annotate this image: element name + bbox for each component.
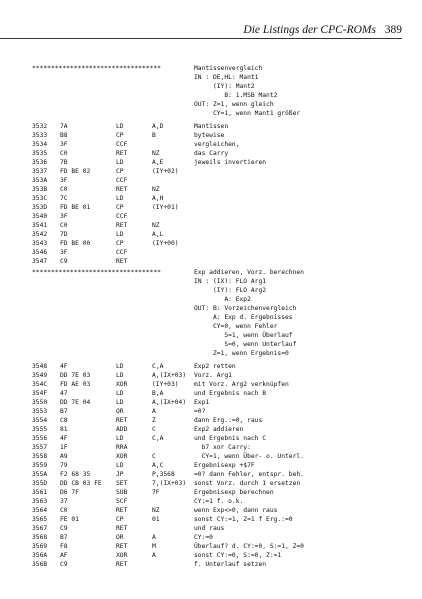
- code-comment: CY:=0: [194, 534, 213, 541]
- routine-header-line: [32, 73, 412, 82]
- operand: NZ: [152, 507, 160, 514]
- opcode-bytes: 4F: [60, 363, 68, 370]
- routine-description: CY=1, wenn Mant1 größer: [194, 110, 301, 117]
- asterisk-separator: **********************************: [32, 65, 161, 72]
- operand: A,H: [152, 195, 164, 202]
- code-line: [32, 185, 412, 194]
- mnemonic: LD: [116, 399, 124, 406]
- listing-section: [32, 268, 412, 569]
- routine-description: (IY): Mant2: [194, 83, 255, 90]
- address: 3549: [32, 372, 48, 379]
- address: 3556: [32, 435, 48, 442]
- code-line: [32, 407, 412, 416]
- mnemonic: RET: [116, 507, 128, 514]
- routine-description: IN : DE,HL: Mant1: [194, 74, 259, 81]
- operand: A: [152, 408, 156, 415]
- operand: C,A: [152, 363, 164, 370]
- mnemonic: SCF: [116, 498, 128, 505]
- opcode-bytes: B7: [60, 408, 68, 415]
- address: 3563: [32, 498, 48, 505]
- operand: A: [152, 552, 156, 559]
- page-number: 389: [384, 24, 402, 36]
- operand: A,C: [152, 462, 164, 469]
- code-comment: Überlauf? d. CY:=0, S:=1, Z=0: [194, 543, 304, 550]
- code-line: [32, 506, 412, 515]
- address: 354C: [32, 381, 48, 388]
- opcode-bytes: C9: [60, 258, 68, 265]
- mnemonic: OR: [116, 534, 124, 541]
- routine-header-line: [32, 91, 412, 100]
- mnemonic: CP: [116, 132, 124, 139]
- code-comment: sonst CY:=1, Z=1 f Erg.:=0: [194, 516, 293, 523]
- mnemonic: CCF: [116, 177, 128, 184]
- address: 3535: [32, 150, 48, 157]
- operand: A,(IX+04): [152, 399, 187, 406]
- code-line: [32, 239, 412, 248]
- opcode-bytes: 79: [60, 462, 68, 469]
- code-line: [32, 194, 412, 203]
- operand: C: [152, 426, 156, 433]
- opcode-bytes: 37: [60, 498, 68, 505]
- routine-header-line: [32, 322, 412, 331]
- opcode-bytes: 7A: [60, 123, 68, 130]
- routine-description: B: 1.MSB Mant2: [194, 92, 278, 99]
- opcode-bytes: D6 7F: [60, 489, 79, 496]
- operand: B: [152, 132, 156, 139]
- opcode-bytes: C9: [60, 561, 68, 568]
- opcode-bytes: 7D: [60, 231, 68, 238]
- routine-header-line: [32, 100, 412, 109]
- opcode-bytes: 3F: [60, 213, 68, 220]
- mnemonic: RET: [116, 258, 128, 265]
- address: 3542: [32, 231, 48, 238]
- address: 3546: [32, 249, 48, 256]
- mnemonic: LD: [116, 123, 124, 130]
- opcode-bytes: FD AE 03: [60, 381, 91, 388]
- operand: (IY+00): [152, 240, 179, 247]
- operand: P,3568: [152, 471, 175, 478]
- code-comment: CY:=1 f. o.k.: [194, 498, 244, 505]
- operand: (IY+01): [152, 204, 179, 211]
- routine-header-line: [32, 295, 412, 304]
- code-line: [32, 533, 412, 542]
- mnemonic: LD: [116, 462, 124, 469]
- mnemonic: LD: [116, 435, 124, 442]
- code-line: [32, 479, 412, 488]
- address: 3548: [32, 363, 48, 370]
- operand: (IY+02): [152, 168, 179, 175]
- running-title: Die Listings der CPC-ROMs: [243, 24, 376, 36]
- code-comment: und raus: [194, 525, 225, 532]
- operand: NZ: [152, 150, 160, 157]
- mnemonic: RET: [116, 222, 128, 229]
- mnemonic: RET: [116, 417, 128, 424]
- address: 353C: [32, 195, 48, 202]
- code-line: [32, 560, 412, 569]
- mnemonic: RET: [116, 561, 128, 568]
- address: 3532: [32, 123, 48, 130]
- address: 3561: [32, 489, 48, 496]
- operand: 7,(IX+03): [152, 480, 187, 487]
- routine-description: IN : (IX): FLO Arg1: [194, 278, 267, 285]
- address: 355A: [32, 471, 48, 478]
- opcode-bytes: 1F: [60, 444, 68, 451]
- address: 353B: [32, 186, 48, 193]
- code-comment: Ergebnisexp +$7F: [194, 462, 255, 469]
- mnemonic: RRA: [116, 444, 128, 451]
- code-line: [32, 434, 412, 443]
- opcode-bytes: C8: [60, 417, 68, 424]
- opcode-bytes: C0: [60, 150, 68, 157]
- address: 3569: [32, 543, 48, 550]
- opcode-bytes: 7C: [60, 195, 68, 202]
- opcode-bytes: 3F: [60, 141, 68, 148]
- routine-description: OUT: Z=1, wenn gleich: [194, 101, 274, 108]
- opcode-bytes: C0: [60, 222, 68, 229]
- address: 3559: [32, 462, 48, 469]
- mnemonic: RET: [116, 150, 128, 157]
- address: 354F: [32, 390, 48, 397]
- code-line: [32, 416, 412, 425]
- code-line: [32, 176, 412, 185]
- address: 3536: [32, 159, 48, 166]
- opcode-bytes: C9: [60, 525, 68, 532]
- page-header: [0, 16, 402, 39]
- code-comment: Ergebnisexp berechnen: [194, 489, 274, 496]
- opcode-bytes: AF: [60, 552, 68, 559]
- code-comment: b7 xor Carry:: [194, 444, 251, 451]
- mnemonic: CP: [116, 204, 124, 211]
- address: 3565: [32, 516, 48, 523]
- operand: 01: [152, 516, 160, 523]
- opcode-bytes: 4F: [60, 435, 68, 442]
- mnemonic: SUB: [116, 489, 128, 496]
- address: 3547: [32, 258, 48, 265]
- mnemonic: CP: [116, 240, 124, 247]
- operand: Z: [152, 417, 156, 424]
- code-comment: sonst CY:=0, S:=0, Z:=1: [194, 552, 282, 559]
- opcode-bytes: 47: [60, 390, 68, 397]
- opcode-bytes: DD 7E 03: [60, 372, 91, 379]
- address: 3540: [32, 213, 48, 220]
- mnemonic: LD: [116, 390, 124, 397]
- routine-description: CY=0, wenn Fehler: [194, 323, 278, 330]
- code-comment: bytewise: [194, 132, 225, 139]
- mnemonic: JP: [116, 471, 124, 478]
- mnemonic: ADD: [116, 426, 128, 433]
- operand: B,A: [152, 390, 164, 397]
- address: 353D: [32, 204, 48, 211]
- routine-description: S=1, wenn Überlauf: [194, 332, 293, 339]
- code-line: [32, 551, 412, 560]
- routine-header-line: [32, 82, 412, 91]
- address: 355D: [32, 480, 48, 487]
- routine-description: Z=1, wenn Ergebnis=0: [194, 350, 289, 357]
- opcode-bytes: F8: [60, 543, 68, 550]
- opcode-bytes: 81: [60, 426, 68, 433]
- mnemonic: CCF: [116, 213, 128, 220]
- mnemonic: XOR: [116, 552, 128, 559]
- opcode-bytes: 3F: [60, 249, 68, 256]
- operand: (IY+03): [152, 381, 179, 388]
- mnemonic: XOR: [116, 453, 128, 460]
- code-line: [32, 461, 412, 470]
- address: 3558: [32, 453, 48, 460]
- address: 3550: [32, 399, 48, 406]
- routine-header-line: [32, 277, 412, 286]
- code-comment: das Carry: [194, 150, 229, 157]
- address: 356A: [32, 552, 48, 559]
- mnemonic: XOR: [116, 381, 128, 388]
- code-line: [32, 497, 412, 506]
- operand: A,E: [152, 159, 164, 166]
- opcode-bytes: DD 7E 04: [60, 399, 91, 406]
- address: 353A: [32, 177, 48, 184]
- address: 3537: [32, 168, 48, 175]
- code-line: [32, 167, 412, 176]
- address: 3541: [32, 222, 48, 229]
- operand: M: [152, 543, 156, 550]
- opcode-bytes: FD BE 02: [60, 168, 91, 175]
- code-line: [32, 257, 412, 266]
- address: 3555: [32, 426, 48, 433]
- code-comment: Exp2 addieren: [194, 426, 244, 433]
- code-line: [32, 221, 412, 230]
- routine-description: Mantissenvergleich: [194, 65, 263, 72]
- listing-section: [32, 64, 412, 266]
- code-line: [32, 425, 412, 434]
- code-line: [32, 371, 412, 380]
- code-line: [32, 248, 412, 257]
- mnemonic: RET: [116, 525, 128, 532]
- code-line: [32, 515, 412, 524]
- routine-header-line: [32, 268, 412, 277]
- routine-header-line: [32, 340, 412, 349]
- routine-header-line: [32, 109, 412, 118]
- mnemonic: SET: [116, 480, 128, 487]
- code-comment: sonst Vorz. durch 1 ersetzen: [194, 480, 301, 487]
- code-comment: =0?: [194, 408, 206, 415]
- code-line: [32, 488, 412, 497]
- code-line: [32, 149, 412, 158]
- mnemonic: RET: [116, 186, 128, 193]
- mnemonic: RET: [116, 543, 128, 550]
- operand: NZ: [152, 222, 160, 229]
- mnemonic: CP: [116, 516, 124, 523]
- routine-header-line: [32, 313, 412, 322]
- code-line: [32, 380, 412, 389]
- code-comment: mit Vorz. Arg2 verknüpfen: [194, 381, 289, 388]
- routine-header-line: [32, 349, 412, 358]
- routine-description: A: Exp2: [194, 296, 251, 303]
- code-comment: dann Erg.:=0, raus: [194, 417, 263, 424]
- address: 3567: [32, 525, 48, 532]
- code-line: [32, 524, 412, 533]
- operand: A: [152, 534, 156, 541]
- mnemonic: OR: [116, 408, 124, 415]
- code-line: [32, 362, 412, 371]
- opcode-bytes: 7B: [60, 159, 68, 166]
- operand: A,(IX+03): [152, 372, 187, 379]
- code-comment: jeweils invertieren: [194, 159, 267, 166]
- code-line: [32, 122, 412, 131]
- address: 3557: [32, 444, 48, 451]
- code-comment: =0? dann Fehler, entspr. beh.: [194, 471, 304, 478]
- mnemonic: LD: [116, 159, 124, 166]
- mnemonic: CCF: [116, 141, 128, 148]
- code-comment: Mantissen: [194, 123, 229, 130]
- code-line: [32, 452, 412, 461]
- address: 3568: [32, 534, 48, 541]
- address: 3554: [32, 417, 48, 424]
- routine-header-line: [32, 286, 412, 295]
- code-line: [32, 443, 412, 452]
- code-line: [32, 203, 412, 212]
- opcode-bytes: F2 68 35: [60, 471, 91, 478]
- address: 356B: [32, 561, 48, 568]
- address: 3553: [32, 408, 48, 415]
- code-comment: und Ergebnis nach B: [194, 390, 267, 397]
- asterisk-separator: **********************************: [32, 269, 161, 276]
- code-line: [32, 212, 412, 221]
- address: 3564: [32, 507, 48, 514]
- routine-header-line: [32, 64, 412, 73]
- code-comment: vergleichen,: [194, 141, 240, 148]
- opcode-bytes: FD BE 01: [60, 204, 91, 211]
- opcode-bytes: B7: [60, 534, 68, 541]
- code-comment: Exp2 retten: [194, 363, 236, 370]
- opcode-bytes: C0: [60, 186, 68, 193]
- routine-header-line: [32, 331, 412, 340]
- opcode-bytes: B8: [60, 132, 68, 139]
- opcode-bytes: FD BE 00: [60, 240, 91, 247]
- routine-description: Exp addieren, Vorz. berechnen: [194, 269, 304, 276]
- mnemonic: LD: [116, 372, 124, 379]
- operand: 7F: [152, 489, 160, 496]
- code-line: [32, 131, 412, 140]
- address: 3534: [32, 141, 48, 148]
- operand: C,A: [152, 435, 164, 442]
- address: 3543: [32, 240, 48, 247]
- routine-description: (IY): FLO Arg2: [194, 287, 267, 294]
- opcode-bytes: 3F: [60, 177, 68, 184]
- routine-description: A: Exp d. Ergebnisses: [194, 314, 293, 321]
- address: 3533: [32, 132, 48, 139]
- opcode-bytes: FE 01: [60, 516, 79, 523]
- operand: A,D: [152, 123, 164, 130]
- code-comment: und Ergebnis nach C: [194, 435, 267, 442]
- mnemonic: LD: [116, 231, 124, 238]
- code-line: [32, 389, 412, 398]
- code-line: [32, 140, 412, 149]
- code-line: [32, 470, 412, 479]
- opcode-bytes: DD CB 03 FE: [60, 480, 102, 487]
- code-line: [32, 398, 412, 407]
- code-line: [32, 542, 412, 551]
- code-comment: wenn Exp<>0, dann raus: [194, 507, 278, 514]
- operand: C: [152, 453, 156, 460]
- operand: NZ: [152, 186, 160, 193]
- code-comment: Exp1: [194, 399, 210, 406]
- code-line: [32, 230, 412, 239]
- opcode-bytes: A9: [60, 453, 68, 460]
- mnemonic: CCF: [116, 249, 128, 256]
- mnemonic: LD: [116, 363, 124, 370]
- mnemonic: LD: [116, 195, 124, 202]
- mnemonic: CP: [116, 168, 124, 175]
- operand: A,L: [152, 231, 164, 238]
- routine-description: OUT: B: Vorzeichenvergleich: [194, 305, 297, 312]
- opcode-bytes: C0: [60, 507, 68, 514]
- routine-description: S=0, wenn Unterlauf: [194, 341, 297, 348]
- code-comment: CY=1, wenn Über- o. Unterl.: [194, 453, 304, 460]
- routine-header-line: [32, 304, 412, 313]
- code-comment: f. Unterlauf setzen: [194, 561, 267, 568]
- code-comment: Vorz. Arg1: [194, 372, 232, 379]
- code-line: [32, 158, 412, 167]
